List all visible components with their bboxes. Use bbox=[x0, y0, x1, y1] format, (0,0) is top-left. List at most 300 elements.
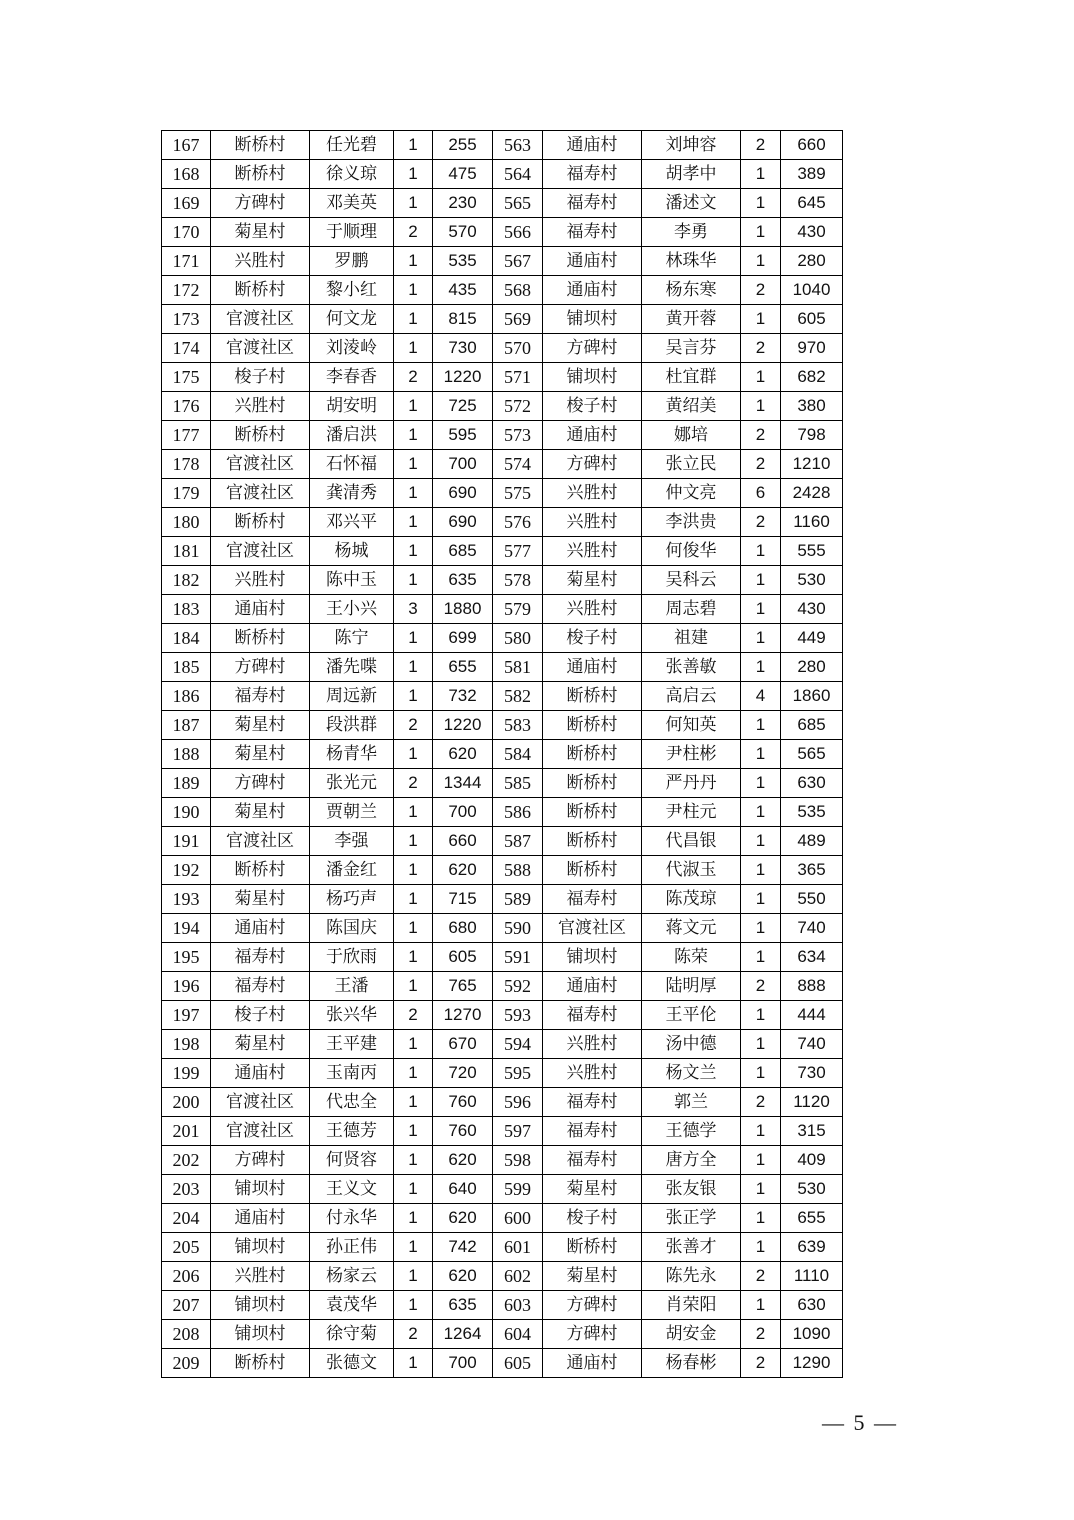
amount-cell: 690 bbox=[433, 479, 493, 508]
seq-number-cell: 168 bbox=[162, 160, 211, 189]
household-count-cell: 2 bbox=[741, 421, 781, 450]
household-count-cell: 1 bbox=[394, 856, 433, 885]
seq-number-cell: 601 bbox=[493, 1233, 543, 1262]
name-cell: 袁茂华 bbox=[310, 1291, 394, 1320]
seq-number-cell: 182 bbox=[162, 566, 211, 595]
village-cell: 通庙村 bbox=[543, 1349, 642, 1378]
village-cell: 菊星村 bbox=[543, 566, 642, 595]
household-count-cell: 1 bbox=[741, 1117, 781, 1146]
name-cell: 杨巧声 bbox=[310, 885, 394, 914]
seq-number-cell: 190 bbox=[162, 798, 211, 827]
village-cell: 铺坝村 bbox=[211, 1320, 310, 1349]
seq-number-cell: 192 bbox=[162, 856, 211, 885]
name-cell: 潘述文 bbox=[642, 189, 741, 218]
amount-cell: 475 bbox=[433, 160, 493, 189]
seq-number-cell: 196 bbox=[162, 972, 211, 1001]
seq-number-cell: 581 bbox=[493, 653, 543, 682]
household-count-cell: 1 bbox=[394, 885, 433, 914]
name-cell: 李强 bbox=[310, 827, 394, 856]
household-count-cell: 1 bbox=[741, 1001, 781, 1030]
seq-number-cell: 585 bbox=[493, 769, 543, 798]
seq-number-cell: 590 bbox=[493, 914, 543, 943]
household-count-cell: 1 bbox=[394, 1262, 433, 1291]
household-count-cell: 1 bbox=[741, 624, 781, 653]
seq-number-cell: 570 bbox=[493, 334, 543, 363]
village-cell: 方碑村 bbox=[211, 189, 310, 218]
village-cell: 通庙村 bbox=[211, 595, 310, 624]
village-cell: 断桥村 bbox=[543, 856, 642, 885]
name-cell: 唐方全 bbox=[642, 1146, 741, 1175]
table-row bbox=[162, 798, 843, 827]
village-cell: 梭子村 bbox=[543, 1204, 642, 1233]
amount-cell: 380 bbox=[781, 392, 843, 421]
table-row bbox=[162, 1146, 843, 1175]
seq-number-cell: 580 bbox=[493, 624, 543, 653]
seq-number-cell: 584 bbox=[493, 740, 543, 769]
amount-cell: 565 bbox=[781, 740, 843, 769]
amount-cell: 1090 bbox=[781, 1320, 843, 1349]
amount-cell: 620 bbox=[433, 1146, 493, 1175]
seq-number-cell: 171 bbox=[162, 247, 211, 276]
name-cell: 邓美英 bbox=[310, 189, 394, 218]
seq-number-cell: 201 bbox=[162, 1117, 211, 1146]
household-count-cell: 1 bbox=[394, 1233, 433, 1262]
name-cell: 潘先喋 bbox=[310, 653, 394, 682]
seq-number-cell: 596 bbox=[493, 1088, 543, 1117]
village-cell: 菊星村 bbox=[211, 798, 310, 827]
household-count-cell: 1 bbox=[394, 479, 433, 508]
name-cell: 仲文亮 bbox=[642, 479, 741, 508]
name-cell: 陈茂琼 bbox=[642, 885, 741, 914]
seq-number-cell: 197 bbox=[162, 1001, 211, 1030]
name-cell: 汤中德 bbox=[642, 1030, 741, 1059]
seq-number-cell: 593 bbox=[493, 1001, 543, 1030]
name-cell: 胡孝中 bbox=[642, 160, 741, 189]
village-cell: 福寿村 bbox=[543, 160, 642, 189]
village-cell: 兴胜村 bbox=[211, 566, 310, 595]
household-count-cell: 1 bbox=[394, 1146, 433, 1175]
household-count-cell: 1 bbox=[741, 305, 781, 334]
name-cell: 王德芳 bbox=[310, 1117, 394, 1146]
name-cell: 张光元 bbox=[310, 769, 394, 798]
seq-number-cell: 185 bbox=[162, 653, 211, 682]
seq-number-cell: 582 bbox=[493, 682, 543, 711]
amount-cell: 1220 bbox=[433, 363, 493, 392]
amount-cell: 570 bbox=[433, 218, 493, 247]
seq-number-cell: 602 bbox=[493, 1262, 543, 1291]
seq-number-cell: 578 bbox=[493, 566, 543, 595]
seq-number-cell: 568 bbox=[493, 276, 543, 305]
household-count-cell: 2 bbox=[741, 450, 781, 479]
table-row bbox=[162, 682, 843, 711]
name-cell: 周远新 bbox=[310, 682, 394, 711]
household-count-cell: 1 bbox=[741, 566, 781, 595]
name-cell: 代忠全 bbox=[310, 1088, 394, 1117]
name-cell: 张善才 bbox=[642, 1233, 741, 1262]
table-row bbox=[162, 769, 843, 798]
name-cell: 肖荣阳 bbox=[642, 1291, 741, 1320]
household-count-cell: 1 bbox=[741, 1146, 781, 1175]
name-cell: 孙正伟 bbox=[310, 1233, 394, 1262]
table-row bbox=[162, 653, 843, 682]
seq-number-cell: 576 bbox=[493, 508, 543, 537]
village-cell: 通庙村 bbox=[543, 653, 642, 682]
household-count-cell: 1 bbox=[394, 421, 433, 450]
amount-cell: 645 bbox=[781, 189, 843, 218]
table-row bbox=[162, 972, 843, 1001]
name-cell: 高启云 bbox=[642, 682, 741, 711]
table-row bbox=[162, 1175, 843, 1204]
household-count-cell: 2 bbox=[741, 1262, 781, 1291]
name-cell: 黎小红 bbox=[310, 276, 394, 305]
name-cell: 张立民 bbox=[642, 450, 741, 479]
village-cell: 通庙村 bbox=[211, 914, 310, 943]
amount-cell: 1860 bbox=[781, 682, 843, 711]
seq-number-cell: 203 bbox=[162, 1175, 211, 1204]
amount-cell: 1344 bbox=[433, 769, 493, 798]
amount-cell: 620 bbox=[433, 856, 493, 885]
seq-number-cell: 575 bbox=[493, 479, 543, 508]
name-cell: 杨城 bbox=[310, 537, 394, 566]
household-count-cell: 1 bbox=[741, 1059, 781, 1088]
amount-cell: 970 bbox=[781, 334, 843, 363]
village-cell: 兴胜村 bbox=[543, 508, 642, 537]
name-cell: 代昌银 bbox=[642, 827, 741, 856]
seq-number-cell: 181 bbox=[162, 537, 211, 566]
village-cell: 福寿村 bbox=[211, 972, 310, 1001]
amount-cell: 888 bbox=[781, 972, 843, 1001]
village-cell: 兴胜村 bbox=[211, 1262, 310, 1291]
table-row bbox=[162, 1320, 843, 1349]
household-count-cell: 1 bbox=[741, 740, 781, 769]
amount-cell: 1110 bbox=[781, 1262, 843, 1291]
amount-cell: 1290 bbox=[781, 1349, 843, 1378]
village-cell: 方碑村 bbox=[543, 450, 642, 479]
name-cell: 郭兰 bbox=[642, 1088, 741, 1117]
table-row bbox=[162, 537, 843, 566]
table-row bbox=[162, 624, 843, 653]
amount-cell: 655 bbox=[433, 653, 493, 682]
village-cell: 梭子村 bbox=[211, 363, 310, 392]
village-cell: 兴胜村 bbox=[543, 1030, 642, 1059]
household-count-cell: 2 bbox=[394, 363, 433, 392]
seq-number-cell: 173 bbox=[162, 305, 211, 334]
table-row bbox=[162, 421, 843, 450]
amount-cell: 409 bbox=[781, 1146, 843, 1175]
amount-cell: 605 bbox=[433, 943, 493, 972]
name-cell: 代淑玉 bbox=[642, 856, 741, 885]
name-cell: 杨家云 bbox=[310, 1262, 394, 1291]
village-cell: 官渡社区 bbox=[211, 827, 310, 856]
household-count-cell: 1 bbox=[394, 1030, 433, 1059]
household-count-cell: 1 bbox=[394, 334, 433, 363]
table-row bbox=[162, 479, 843, 508]
name-cell: 周志碧 bbox=[642, 595, 741, 624]
seq-number-cell: 169 bbox=[162, 189, 211, 218]
name-cell: 娜培 bbox=[642, 421, 741, 450]
table-row bbox=[162, 160, 843, 189]
table-row bbox=[162, 711, 843, 740]
household-count-cell: 1 bbox=[394, 189, 433, 218]
village-cell: 铺坝村 bbox=[211, 1175, 310, 1204]
village-cell: 断桥村 bbox=[211, 421, 310, 450]
village-cell: 通庙村 bbox=[211, 1204, 310, 1233]
seq-number-cell: 176 bbox=[162, 392, 211, 421]
amount-cell: 535 bbox=[781, 798, 843, 827]
name-cell: 张兴华 bbox=[310, 1001, 394, 1030]
amount-cell: 655 bbox=[781, 1204, 843, 1233]
household-count-cell: 1 bbox=[394, 1059, 433, 1088]
seq-number-cell: 178 bbox=[162, 450, 211, 479]
village-cell: 官渡社区 bbox=[211, 1088, 310, 1117]
village-cell: 兴胜村 bbox=[211, 247, 310, 276]
table-row bbox=[162, 334, 843, 363]
seq-number-cell: 194 bbox=[162, 914, 211, 943]
household-count-cell: 1 bbox=[741, 856, 781, 885]
name-cell: 黄开蓉 bbox=[642, 305, 741, 334]
amount-cell: 449 bbox=[781, 624, 843, 653]
seq-number-cell: 574 bbox=[493, 450, 543, 479]
village-cell: 菊星村 bbox=[211, 740, 310, 769]
name-cell: 石怀福 bbox=[310, 450, 394, 479]
table-row bbox=[162, 566, 843, 595]
name-cell: 徐义琼 bbox=[310, 160, 394, 189]
household-count-cell: 1 bbox=[394, 450, 433, 479]
village-cell: 铺坝村 bbox=[543, 363, 642, 392]
name-cell: 王平伦 bbox=[642, 1001, 741, 1030]
household-count-cell: 1 bbox=[394, 827, 433, 856]
household-count-cell: 1 bbox=[741, 769, 781, 798]
name-cell: 贾朝兰 bbox=[310, 798, 394, 827]
amount-cell: 630 bbox=[781, 1291, 843, 1320]
table-row bbox=[162, 1059, 843, 1088]
seq-number-cell: 603 bbox=[493, 1291, 543, 1320]
name-cell: 王义文 bbox=[310, 1175, 394, 1204]
village-cell: 断桥村 bbox=[211, 160, 310, 189]
name-cell: 黄绍美 bbox=[642, 392, 741, 421]
amount-cell: 660 bbox=[781, 131, 843, 160]
seq-number-cell: 591 bbox=[493, 943, 543, 972]
household-count-cell: 1 bbox=[394, 653, 433, 682]
table-row bbox=[162, 276, 843, 305]
table-row bbox=[162, 595, 843, 624]
household-count-cell: 1 bbox=[394, 1349, 433, 1378]
name-cell: 李洪贵 bbox=[642, 508, 741, 537]
village-cell: 断桥村 bbox=[543, 711, 642, 740]
amount-cell: 280 bbox=[781, 653, 843, 682]
household-count-cell: 1 bbox=[741, 1204, 781, 1233]
household-count-cell: 1 bbox=[394, 276, 433, 305]
village-cell: 铺坝村 bbox=[211, 1291, 310, 1320]
amount-cell: 230 bbox=[433, 189, 493, 218]
amount-cell: 489 bbox=[781, 827, 843, 856]
seq-number-cell: 177 bbox=[162, 421, 211, 450]
household-count-cell: 2 bbox=[394, 769, 433, 798]
seq-number-cell: 597 bbox=[493, 1117, 543, 1146]
seq-number-cell: 167 bbox=[162, 131, 211, 160]
seq-number-cell: 179 bbox=[162, 479, 211, 508]
household-count-cell: 1 bbox=[394, 1291, 433, 1320]
amount-cell: 430 bbox=[781, 218, 843, 247]
household-count-cell: 1 bbox=[741, 914, 781, 943]
household-count-cell: 1 bbox=[394, 508, 433, 537]
seq-number-cell: 567 bbox=[493, 247, 543, 276]
household-count-cell: 2 bbox=[741, 131, 781, 160]
seq-number-cell: 598 bbox=[493, 1146, 543, 1175]
village-cell: 断桥村 bbox=[211, 131, 310, 160]
village-cell: 断桥村 bbox=[211, 624, 310, 653]
seq-number-cell: 573 bbox=[493, 421, 543, 450]
village-cell: 通庙村 bbox=[543, 276, 642, 305]
household-count-cell: 4 bbox=[741, 682, 781, 711]
name-cell: 吴言芬 bbox=[642, 334, 741, 363]
name-cell: 潘金红 bbox=[310, 856, 394, 885]
village-cell: 兴胜村 bbox=[543, 595, 642, 624]
table-row bbox=[162, 1349, 843, 1378]
household-count-cell: 2 bbox=[394, 1320, 433, 1349]
household-count-cell: 1 bbox=[741, 1291, 781, 1320]
name-cell: 何俊华 bbox=[642, 537, 741, 566]
village-cell: 断桥村 bbox=[543, 682, 642, 711]
amount-cell: 640 bbox=[433, 1175, 493, 1204]
seq-number-cell: 592 bbox=[493, 972, 543, 1001]
village-cell: 断桥村 bbox=[211, 508, 310, 537]
seq-number-cell: 589 bbox=[493, 885, 543, 914]
village-cell: 福寿村 bbox=[543, 1088, 642, 1117]
name-cell: 龚清秀 bbox=[310, 479, 394, 508]
name-cell: 严丹丹 bbox=[642, 769, 741, 798]
name-cell: 杨东寒 bbox=[642, 276, 741, 305]
name-cell: 李勇 bbox=[642, 218, 741, 247]
amount-cell: 620 bbox=[433, 740, 493, 769]
village-cell: 官渡社区 bbox=[543, 914, 642, 943]
name-cell: 刘坤容 bbox=[642, 131, 741, 160]
seq-number-cell: 566 bbox=[493, 218, 543, 247]
amount-cell: 760 bbox=[433, 1088, 493, 1117]
seq-number-cell: 174 bbox=[162, 334, 211, 363]
household-count-cell: 1 bbox=[394, 1117, 433, 1146]
village-cell: 通庙村 bbox=[543, 421, 642, 450]
amount-cell: 1210 bbox=[781, 450, 843, 479]
amount-cell: 715 bbox=[433, 885, 493, 914]
village-cell: 梭子村 bbox=[211, 1001, 310, 1030]
village-cell: 断桥村 bbox=[543, 740, 642, 769]
seq-number-cell: 595 bbox=[493, 1059, 543, 1088]
amount-cell: 690 bbox=[433, 508, 493, 537]
amount-cell: 535 bbox=[433, 247, 493, 276]
seq-number-cell: 571 bbox=[493, 363, 543, 392]
amount-cell: 682 bbox=[781, 363, 843, 392]
household-count-cell: 6 bbox=[741, 479, 781, 508]
seq-number-cell: 565 bbox=[493, 189, 543, 218]
village-cell: 方碑村 bbox=[211, 769, 310, 798]
name-cell: 陈中玉 bbox=[310, 566, 394, 595]
household-count-cell: 2 bbox=[741, 334, 781, 363]
amount-cell: 700 bbox=[433, 450, 493, 479]
seq-number-cell: 563 bbox=[493, 131, 543, 160]
household-count-cell: 1 bbox=[394, 624, 433, 653]
name-cell: 何贤容 bbox=[310, 1146, 394, 1175]
amount-cell: 730 bbox=[781, 1059, 843, 1088]
table-row bbox=[162, 189, 843, 218]
name-cell: 尹柱彬 bbox=[642, 740, 741, 769]
table-row bbox=[162, 1030, 843, 1059]
household-count-cell: 2 bbox=[741, 972, 781, 1001]
amount-cell: 635 bbox=[433, 1291, 493, 1320]
village-cell: 官渡社区 bbox=[211, 334, 310, 363]
village-cell: 菊星村 bbox=[211, 1030, 310, 1059]
seq-number-cell: 208 bbox=[162, 1320, 211, 1349]
table-row bbox=[162, 943, 843, 972]
seq-number-cell: 198 bbox=[162, 1030, 211, 1059]
seq-number-cell: 569 bbox=[493, 305, 543, 334]
amount-cell: 740 bbox=[781, 1030, 843, 1059]
amount-cell: 680 bbox=[433, 914, 493, 943]
household-count-cell: 3 bbox=[394, 595, 433, 624]
name-cell: 张正学 bbox=[642, 1204, 741, 1233]
household-count-cell: 1 bbox=[394, 537, 433, 566]
village-cell: 断桥村 bbox=[211, 1349, 310, 1378]
name-cell: 林珠华 bbox=[642, 247, 741, 276]
amount-cell: 700 bbox=[433, 798, 493, 827]
amount-cell: 555 bbox=[781, 537, 843, 566]
seq-number-cell: 583 bbox=[493, 711, 543, 740]
household-count-cell: 1 bbox=[741, 885, 781, 914]
amount-cell: 1270 bbox=[433, 1001, 493, 1030]
table-row bbox=[162, 508, 843, 537]
name-cell: 陆明厚 bbox=[642, 972, 741, 1001]
name-cell: 胡安明 bbox=[310, 392, 394, 421]
village-cell: 铺坝村 bbox=[211, 1233, 310, 1262]
village-cell: 福寿村 bbox=[543, 189, 642, 218]
amount-cell: 699 bbox=[433, 624, 493, 653]
amount-cell: 255 bbox=[433, 131, 493, 160]
table-row bbox=[162, 856, 843, 885]
amount-cell: 435 bbox=[433, 276, 493, 305]
seq-number-cell: 172 bbox=[162, 276, 211, 305]
amount-cell: 639 bbox=[781, 1233, 843, 1262]
village-cell: 官渡社区 bbox=[211, 479, 310, 508]
household-count-cell: 1 bbox=[394, 566, 433, 595]
household-count-cell: 1 bbox=[741, 218, 781, 247]
village-cell: 断桥村 bbox=[211, 276, 310, 305]
table-row bbox=[162, 1117, 843, 1146]
household-count-cell: 1 bbox=[741, 160, 781, 189]
amount-cell: 605 bbox=[781, 305, 843, 334]
seq-number-cell: 579 bbox=[493, 595, 543, 624]
household-count-cell: 2 bbox=[741, 1320, 781, 1349]
seq-number-cell: 594 bbox=[493, 1030, 543, 1059]
seq-number-cell: 577 bbox=[493, 537, 543, 566]
village-cell: 通庙村 bbox=[543, 247, 642, 276]
table-row bbox=[162, 1001, 843, 1030]
seq-number-cell: 205 bbox=[162, 1233, 211, 1262]
amount-cell: 530 bbox=[781, 1175, 843, 1204]
household-count-cell: 1 bbox=[741, 247, 781, 276]
amount-cell: 444 bbox=[781, 1001, 843, 1030]
amount-cell: 732 bbox=[433, 682, 493, 711]
household-count-cell: 2 bbox=[741, 1349, 781, 1378]
household-count-cell: 1 bbox=[741, 392, 781, 421]
household-count-cell: 2 bbox=[394, 218, 433, 247]
household-count-cell: 1 bbox=[394, 914, 433, 943]
household-count-cell: 1 bbox=[741, 653, 781, 682]
name-cell: 陈先永 bbox=[642, 1262, 741, 1291]
table-row bbox=[162, 885, 843, 914]
village-cell: 铺坝村 bbox=[543, 305, 642, 334]
seq-number-cell: 204 bbox=[162, 1204, 211, 1233]
name-cell: 王德学 bbox=[642, 1117, 741, 1146]
